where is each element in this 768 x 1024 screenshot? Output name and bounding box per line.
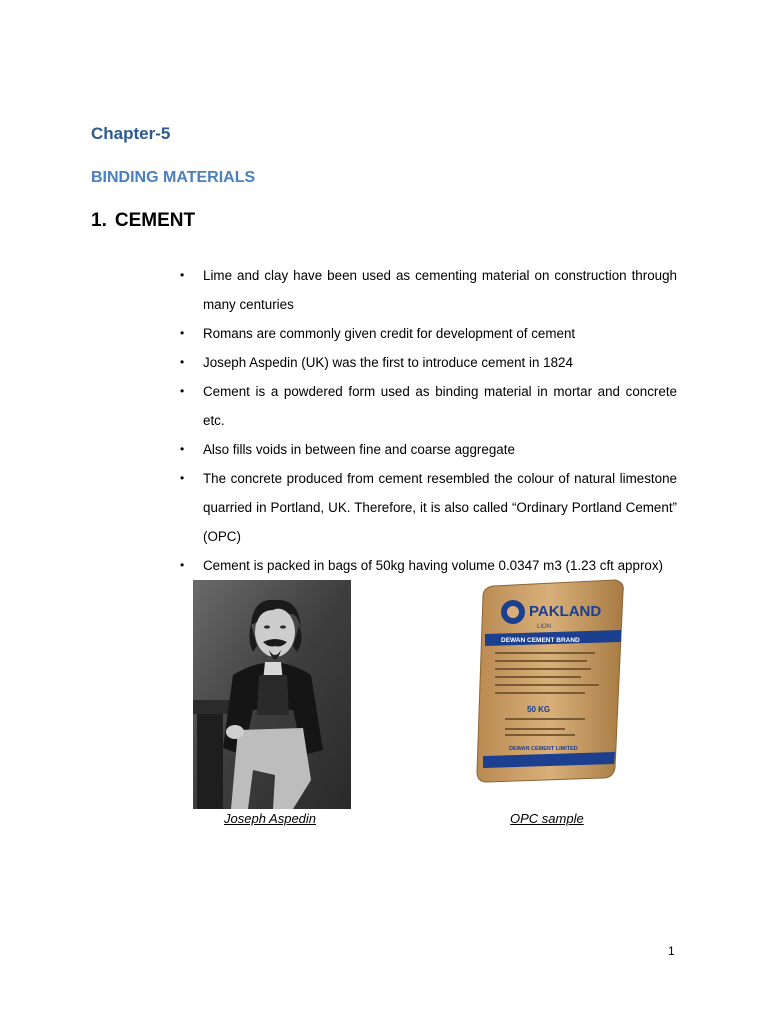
- list-item: [180, 435, 677, 464]
- bag-brand-text: PAKLAND: [529, 603, 602, 620]
- section-title: BINDING MATERIALS: [91, 169, 256, 186]
- list-item-text: Cement is packed in bags of 50kg having volume 0.0347 m3 (1.23 cft approx): [203, 558, 664, 573]
- list-item-text: Lime and clay have been used as cementing material on construction through many centuries: [203, 268, 677, 312]
- bullet-list: [180, 261, 677, 580]
- bullet-icon: •: [180, 558, 185, 572]
- bullet-icon: •: [180, 268, 185, 282]
- list-item: [180, 319, 677, 348]
- bullet-icon: •: [180, 442, 185, 456]
- bullet-icon: •: [180, 326, 185, 340]
- bullet-icon: •: [180, 355, 185, 369]
- list-item-text: Romans are commonly given credit for development of cement: [203, 326, 576, 341]
- heading-number: 1.: [91, 210, 107, 231]
- list-item: [180, 377, 677, 435]
- list-item: [180, 464, 677, 551]
- joseph-aspedin-photo: [193, 580, 351, 809]
- bag-maker-text: DEWAN CEMENT LIMITED: [509, 746, 578, 752]
- bag-weight-text: 50 KG: [527, 705, 551, 714]
- list-item: [180, 348, 677, 377]
- list-item: [180, 551, 677, 580]
- list-item: [180, 261, 677, 319]
- bullet-icon: •: [180, 384, 185, 398]
- page-number: 1: [668, 944, 675, 958]
- list-item-text: Cement is a powdered form used as binding material in mortar and concrete etc.: [203, 384, 677, 428]
- portrait-illustration: [193, 580, 351, 809]
- bag-band-text: DEWAN CEMENT BRAND: [501, 637, 580, 644]
- heading-cement: [91, 210, 195, 232]
- heading-text: CEMENT: [114, 210, 196, 231]
- list-item-text: The concrete produced from cement resembled the colour of natural limestone quarried in Portland, UK. Therefore, it is also called “Ordinary Portland Cement” (OPC): [203, 471, 677, 544]
- bullet-icon: •: [180, 471, 185, 485]
- list-item-text: Also fills voids in between fine and coarse aggregate: [203, 442, 515, 457]
- opc-cement-bag-image: [475, 578, 629, 784]
- list-item-text: Joseph Aspedin (UK) was the first to introduce cement in 1824: [203, 355, 573, 370]
- caption-opc-sample: OPC sample: [510, 811, 584, 826]
- cement-bag-illustration: [475, 578, 629, 784]
- chapter-title: Chapter-5: [91, 124, 171, 143]
- caption-joseph-aspedin: Joseph Aspedin: [224, 811, 317, 826]
- bag-sub-text: LION: [537, 624, 552, 630]
